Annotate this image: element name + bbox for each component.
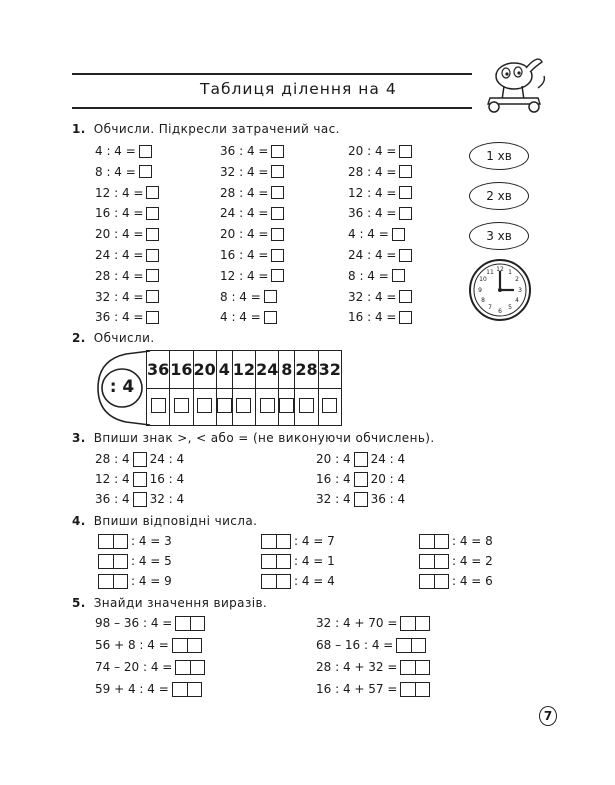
two-digit-box[interactable] — [419, 574, 449, 589]
missing-number-row — [95, 553, 172, 569]
answer-box[interactable] — [271, 207, 284, 220]
table-value-cell: 20 — [193, 351, 216, 389]
equation-row — [220, 185, 284, 201]
answer-box[interactable] — [217, 398, 232, 413]
comparison-right: 32 : 4 — [149, 492, 185, 506]
equation-text: 12 : 4 = — [95, 185, 144, 200]
comparison-row — [95, 491, 184, 507]
expression-text: 74 – 20 : 4 = — [95, 660, 173, 674]
two-digit-box[interactable] — [400, 616, 430, 631]
table-value-cell: 12 — [232, 351, 255, 389]
comparison-left: 20 : 4 — [316, 452, 351, 466]
answer-box[interactable] — [399, 207, 412, 220]
comparison-row — [95, 471, 184, 487]
answer-box[interactable] — [146, 290, 159, 303]
time-option-1[interactable]: 1 хв — [469, 142, 529, 170]
table-answer-cell — [147, 389, 170, 426]
answer-box[interactable] — [264, 311, 277, 324]
expression-text: 98 – 36 : 4 = — [95, 616, 173, 630]
equation-text: 28 : 4 = — [348, 164, 397, 179]
expression-row — [95, 659, 208, 675]
equation-text: 4 : 4 = — [220, 310, 261, 325]
two-digit-box[interactable] — [98, 534, 128, 549]
expression-text: 56 + 8 : 4 = — [95, 638, 169, 652]
equation-text: : 4 = 7 — [294, 534, 335, 548]
values-table — [146, 350, 342, 426]
answer-box[interactable] — [399, 145, 412, 158]
comparison-right: 36 : 4 — [370, 492, 406, 506]
equation-row — [95, 289, 159, 305]
equation-row — [220, 205, 284, 221]
svg-text:8: 8 — [481, 297, 485, 304]
table-answer-cell — [232, 389, 255, 426]
equation-text: : 4 = 6 — [452, 574, 493, 588]
equation-row — [220, 309, 277, 325]
answer-box[interactable] — [392, 269, 405, 282]
expression-row — [95, 615, 208, 631]
sign-box[interactable] — [354, 472, 368, 487]
table-value-cell: 36 — [147, 351, 170, 389]
header-line-top — [72, 73, 472, 75]
equation-row — [220, 143, 284, 159]
equation-text: 8 : 4 = — [220, 289, 261, 304]
table-answer-cell — [295, 389, 318, 426]
answer-box[interactable] — [146, 186, 159, 199]
comparison-left: 16 : 4 — [316, 472, 351, 486]
task2-heading: 2. Обчисли. — [72, 331, 155, 345]
expression-row — [316, 615, 433, 631]
task4-heading: 4. Впиши відповідні числа. — [72, 514, 258, 528]
equation-text: 36 : 4 = — [348, 206, 397, 221]
sign-box[interactable] — [133, 452, 147, 467]
two-digit-box[interactable] — [419, 534, 449, 549]
comparison-row — [316, 471, 405, 487]
task3-heading: 3. Впиши знак >, < або = (не виконуючи обчислень). — [72, 431, 435, 445]
page-number: 7 — [539, 706, 557, 726]
table-value-cell: 32 — [318, 351, 341, 389]
answer-box[interactable] — [151, 398, 166, 413]
svg-text:12: 12 — [496, 266, 504, 273]
missing-number-row — [416, 573, 493, 589]
answer-box[interactable] — [322, 398, 337, 413]
header-line-bottom — [72, 107, 472, 109]
equation-text: : 4 = 8 — [452, 534, 493, 548]
table-answer-cell — [193, 389, 216, 426]
table-value-cell: 8 — [279, 351, 295, 389]
equation-row — [95, 226, 159, 242]
answer-box[interactable] — [392, 228, 405, 241]
equation-text: 4 : 4 = — [348, 227, 389, 242]
equation-text: : 4 = 1 — [294, 554, 335, 568]
comparison-row — [316, 491, 405, 507]
equation-text: 28 : 4 = — [95, 268, 144, 283]
equation-row — [348, 226, 405, 242]
equation-text: 12 : 4 = — [348, 185, 397, 200]
comparison-left: 36 : 4 — [95, 492, 130, 506]
svg-text:11: 11 — [486, 269, 494, 276]
equation-text: 12 : 4 = — [220, 268, 269, 283]
two-digit-box[interactable] — [400, 682, 430, 697]
task5-heading: 5. Знайди значення виразів. — [72, 596, 268, 610]
answer-box[interactable] — [197, 398, 212, 413]
equation-text: : 4 = 3 — [131, 534, 172, 548]
missing-number-row — [95, 573, 172, 589]
equation-row — [95, 143, 152, 159]
task1-heading: 1. Обчисли. Підкресли затрачений час. — [72, 122, 340, 136]
equation-text: 36 : 4 = — [220, 144, 269, 158]
table-answer-cell — [170, 389, 193, 426]
equation-text: 8 : 4 = — [348, 268, 389, 283]
expression-text: 32 : 4 + 70 = — [316, 616, 398, 630]
expression-row — [95, 681, 205, 697]
sign-box[interactable] — [133, 492, 147, 507]
equation-text: 32 : 4 = — [95, 289, 144, 304]
answer-box[interactable] — [399, 165, 412, 178]
answer-box[interactable] — [264, 290, 277, 303]
comparison-row — [316, 451, 405, 467]
comparison-right: 24 : 4 — [149, 452, 185, 466]
equation-text: 20 : 4 = — [220, 227, 269, 242]
answer-box[interactable] — [174, 398, 189, 413]
two-digit-box[interactable] — [400, 660, 430, 675]
clock-icon — [468, 258, 532, 322]
missing-number-row — [416, 553, 493, 569]
comparison-row — [95, 451, 184, 467]
svg-text:3: 3 — [518, 287, 522, 294]
answer-box[interactable] — [399, 290, 412, 303]
equation-text: 28 : 4 = — [220, 185, 269, 200]
answer-box[interactable] — [271, 249, 284, 262]
equation-text: 36 : 4 = — [95, 310, 144, 325]
two-digit-box[interactable] — [419, 554, 449, 569]
time-option-3[interactable]: 3 хв — [469, 222, 529, 250]
comparison-left: 28 : 4 — [95, 452, 130, 466]
sign-box[interactable] — [354, 492, 368, 507]
two-digit-box[interactable] — [98, 574, 128, 589]
table-value-cell: 16 — [170, 351, 193, 389]
table-answer-cell — [256, 389, 279, 426]
two-digit-box[interactable] — [261, 534, 291, 549]
equation-text: : 4 = 2 — [452, 554, 493, 568]
equation-text: 24 : 4 = — [95, 248, 144, 262]
two-digit-box[interactable] — [396, 638, 426, 653]
answer-box[interactable] — [399, 249, 412, 262]
answer-box[interactable] — [146, 269, 159, 282]
missing-number-row — [416, 533, 493, 549]
equation-row — [348, 205, 412, 221]
mascot-illustration — [478, 48, 550, 114]
equation-row — [348, 289, 412, 305]
answer-box[interactable] — [146, 249, 159, 262]
equation-text: 32 : 4 = — [220, 164, 269, 179]
two-digit-box[interactable] — [98, 554, 128, 569]
answer-box[interactable] — [146, 228, 159, 241]
equation-text: 16 : 4 = — [220, 248, 269, 262]
equation-text: 16 : 4 = — [95, 206, 144, 221]
expression-row — [316, 681, 433, 697]
answer-box[interactable] — [271, 145, 284, 158]
svg-text:7: 7 — [488, 304, 492, 311]
equation-row — [348, 247, 412, 263]
expression-row — [316, 659, 433, 675]
expression-text: 16 : 4 + 57 = — [316, 682, 398, 696]
equation-row — [95, 268, 159, 284]
equation-text: 24 : 4 = — [220, 206, 269, 221]
equation-row — [95, 164, 152, 180]
equation-text: 20 : 4 = — [95, 227, 144, 242]
answer-box[interactable] — [399, 186, 412, 199]
answer-box[interactable] — [271, 186, 284, 199]
svg-text:10: 10 — [479, 276, 487, 283]
answer-box[interactable] — [139, 145, 152, 158]
expression-text: 68 – 16 : 4 = — [316, 638, 394, 652]
answer-box[interactable] — [299, 398, 314, 413]
equation-text: 4 : 4 = — [95, 144, 136, 158]
two-digit-box[interactable] — [172, 682, 202, 697]
equation-text: : 4 = 9 — [131, 574, 172, 588]
answer-box[interactable] — [146, 311, 159, 324]
sign-box[interactable] — [133, 472, 147, 487]
equation-text: 24 : 4 = — [348, 248, 397, 262]
missing-number-row — [258, 553, 335, 569]
comparison-right: 24 : 4 — [370, 452, 406, 466]
comparison-left: 12 : 4 — [95, 472, 130, 486]
answer-box[interactable] — [279, 398, 294, 413]
two-digit-box[interactable] — [172, 638, 202, 653]
equation-row — [220, 268, 284, 284]
table-answer-cell — [318, 389, 341, 426]
divisor-label: : 4 — [109, 377, 135, 397]
expression-row — [316, 637, 429, 653]
missing-number-row — [258, 533, 335, 549]
equation-row — [95, 185, 159, 201]
svg-text:5: 5 — [508, 304, 512, 311]
svg-text:6: 6 — [498, 308, 502, 315]
svg-text:9: 9 — [478, 287, 482, 294]
page-title: Таблиця ділення на 4 — [200, 80, 397, 98]
equation-text: : 4 = 4 — [294, 574, 335, 588]
answer-box[interactable] — [236, 398, 251, 413]
equation-text: 32 : 4 = — [348, 289, 397, 304]
answer-box[interactable] — [271, 269, 284, 282]
two-digit-box[interactable] — [175, 660, 205, 675]
missing-number-row — [258, 573, 335, 589]
two-digit-box[interactable] — [261, 554, 291, 569]
comparison-right: 16 : 4 — [149, 472, 185, 486]
equation-row — [348, 268, 405, 284]
equation-row — [348, 309, 412, 325]
answer-box[interactable] — [399, 311, 412, 324]
equation-row — [220, 289, 277, 305]
equation-text: 8 : 4 = — [95, 164, 136, 179]
equation-row — [348, 164, 412, 180]
missing-number-row — [95, 533, 172, 549]
time-option-2[interactable]: 2 хв — [469, 182, 529, 210]
equation-text: 20 : 4 = — [348, 144, 397, 158]
table-value-cell: 4 — [216, 351, 232, 389]
svg-text:1: 1 — [508, 269, 512, 276]
equation-row — [220, 226, 284, 242]
two-digit-box[interactable] — [175, 616, 205, 631]
answer-box[interactable] — [271, 165, 284, 178]
equation-row — [95, 247, 159, 263]
svg-text:2: 2 — [515, 276, 519, 283]
equation-row — [95, 205, 159, 221]
table-value-cell: 28 — [295, 351, 318, 389]
equation-row — [348, 143, 412, 159]
svg-text:4: 4 — [515, 297, 519, 304]
table-answer-cell — [216, 389, 232, 426]
answer-box[interactable] — [146, 207, 159, 220]
expression-text: 28 : 4 + 32 = — [316, 660, 398, 674]
answer-box[interactable] — [271, 228, 284, 241]
two-digit-box[interactable] — [261, 574, 291, 589]
table-answer-cell — [279, 389, 295, 426]
expression-text: 59 + 4 : 4 = — [95, 682, 169, 696]
equation-row — [95, 309, 159, 325]
equation-text: 16 : 4 = — [348, 310, 397, 325]
answer-box[interactable] — [260, 398, 275, 413]
equation-row — [220, 164, 284, 180]
equation-text: : 4 = 5 — [131, 554, 172, 568]
sign-box[interactable] — [354, 452, 368, 467]
answer-box[interactable] — [139, 165, 152, 178]
equation-row — [348, 185, 412, 201]
equation-row — [220, 247, 284, 263]
expression-row — [95, 637, 205, 653]
comparison-left: 32 : 4 — [316, 492, 351, 506]
comparison-right: 20 : 4 — [370, 472, 406, 486]
table-value-cell: 24 — [256, 351, 279, 389]
